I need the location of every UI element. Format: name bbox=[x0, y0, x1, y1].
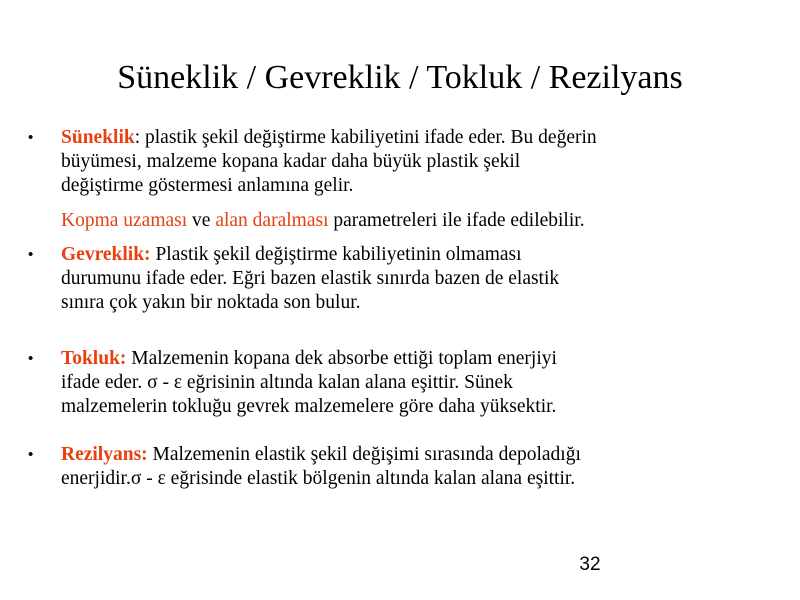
bullet-suneklik-text-1: : plastik şekil değiştirme kabiliyetini ifade eder. Bu değerin bbox=[134, 127, 597, 148]
bullet-gevreklik-text-1: Plastik şekil değiştirme kabiliyetinin olmaması bbox=[150, 244, 522, 265]
term-rezilyans: Rezilyans: bbox=[61, 444, 148, 465]
bullet-suneklik-line-3: değiştirme göstermesi anlamına gelir. bbox=[61, 175, 354, 196]
bullet-tokluk-text-1: Malzemenin kopana dek absorbe ettiği toplam enerjiyi bbox=[126, 348, 557, 369]
bullet-dot-icon: • bbox=[28, 129, 34, 146]
bullet-gevreklik-line-1 bbox=[61, 243, 758, 267]
term-suneklik: Süneklik bbox=[61, 127, 135, 148]
bullet-dot-icon: • bbox=[28, 350, 34, 367]
suneklik-sub-line bbox=[61, 209, 758, 233]
bullet-gevreklik-line-2: durumunu ifade eder. Eğri bazen elastik sınırda bazen de elastik bbox=[61, 268, 560, 289]
sub-rest: parametreleri ile ifade edilebilir. bbox=[328, 210, 585, 231]
term-kopma-uzamasi: Kopma uzaması bbox=[61, 210, 188, 231]
bullet-suneklik-line-1 bbox=[61, 126, 758, 150]
bullet-dot-icon: • bbox=[28, 246, 34, 263]
bullet-suneklik bbox=[28, 126, 758, 198]
bullet-rezilyans bbox=[28, 443, 758, 491]
bullet-rezilyans-text-1: Malzemenin elastik şekil değişimi sırasında depoladığı bbox=[147, 444, 581, 465]
slide-title: Süneklik / Gevreklik / Tokluk / Rezilyans bbox=[117, 59, 683, 96]
bullet-suneklik-line-2: büyümesi, malzeme kopana kadar daha büyük plastik şekil bbox=[61, 151, 521, 172]
suneklik-sub-paragraph bbox=[28, 209, 758, 233]
term-gevreklik: Gevreklik: bbox=[61, 244, 151, 265]
bullet-tokluk bbox=[28, 347, 758, 419]
slide-content bbox=[28, 126, 758, 491]
bullet-dot-icon: • bbox=[28, 446, 34, 463]
bullet-tokluk-line-3: malzemelerin tokluğu gevrek malzemelere göre daha yüksektir. bbox=[61, 396, 557, 417]
bullet-gevreklik-line-3: sınıra çok yakın bir noktada son bulur. bbox=[61, 292, 361, 313]
bullet-rezilyans-line-2: enerjidir.σ - ε eğrisinde elastik bölgenin altında kalan alana eşittir. bbox=[61, 468, 576, 489]
bullet-tokluk-line-2: ifade eder. σ - ε eğrisinin altında kalan alana eşittir. Sünek bbox=[61, 372, 513, 393]
bullet-gevreklik bbox=[28, 243, 758, 315]
sub-connector: ve bbox=[187, 210, 216, 231]
term-alan-daralmasi: alan daralması bbox=[215, 210, 329, 231]
bullet-tokluk-line-1 bbox=[61, 347, 758, 371]
term-tokluk: Tokluk: bbox=[61, 348, 127, 369]
page-number: 32 bbox=[579, 554, 601, 575]
bullet-rezilyans-line-1 bbox=[61, 443, 758, 467]
